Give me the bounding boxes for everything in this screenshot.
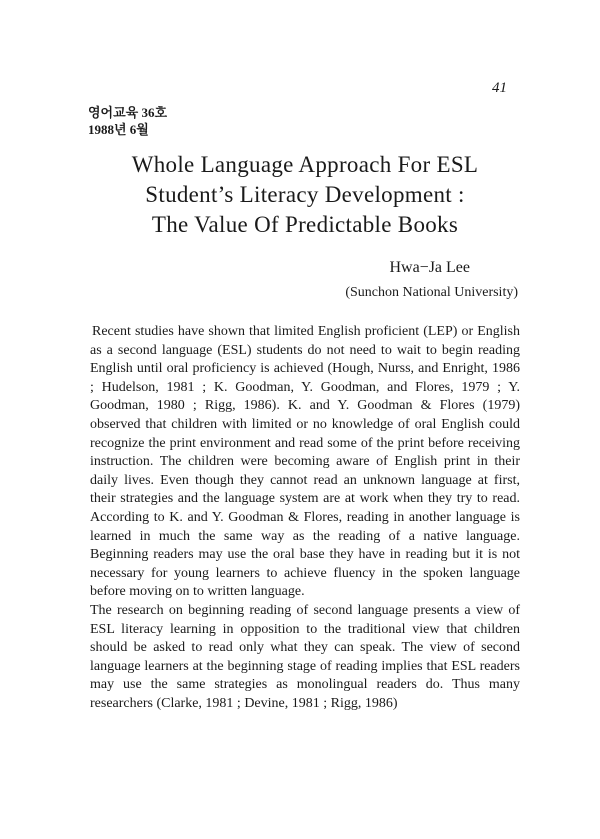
title-line-1: Whole Language Approach For ESL <box>131 152 479 177</box>
paragraph-1: Recent studies have shown that limited English proficient (LEP) or English as a second language (ESL) students do not need to wait to begin reading English until oral proficiency is achieved (Hough, Nurss, and Enright, 1986 ; Hudelson, 1981 ; K. Goodman, Y. Goodman, and Flores, 1979 ; Y. Goodman, 1980 ; Rigg, 1986). K. and Y. Goodman & Flores (1979) observed that children with limited or no knowledge of oral English could recognize the print environment and read some of the print before receiving instruction. The children were becoming aware of English print in their daily lives. Even though they cannot read an unknown language at first, their strategies and the language system are at work when they try to read. According to K. and Y. Goodman & Flores, reading in another language is learned in much the same way as the reading of a native language. Beginning readers may use the oral base they have in reading but it is not necessary for young learners to achieve fluency in the spoken language before moving on to written language. <box>90 324 520 600</box>
author-name: Hwa−Ja Lee <box>389 259 470 276</box>
journal-info <box>88 104 167 138</box>
page-number: 41 <box>492 80 507 96</box>
title-line-3: The Value Of Predictable Books <box>151 212 459 237</box>
article-title <box>110 150 500 240</box>
body-text <box>90 323 520 713</box>
title-line-2: Student’s Literacy Development : <box>145 182 465 207</box>
author-affiliation: (Sunchon National University) <box>345 285 518 300</box>
journal-date: 1988년 6월 <box>88 122 149 137</box>
journal-name-issue: 영어교육 36호 <box>88 105 168 120</box>
author-block <box>345 257 518 303</box>
paragraph-2: The research on beginning reading of second language presents a view of ESL literacy learning in opposition to the traditional view that children should be asked to read only what they can speak. The view of second language learners at the beginning stage of reading implies that ESL readers may use the same strategies as monolingual readers do. Thus many researchers (Clarke, 1981 ; Devine, 1981 ; Rigg, 1986) <box>90 602 520 711</box>
